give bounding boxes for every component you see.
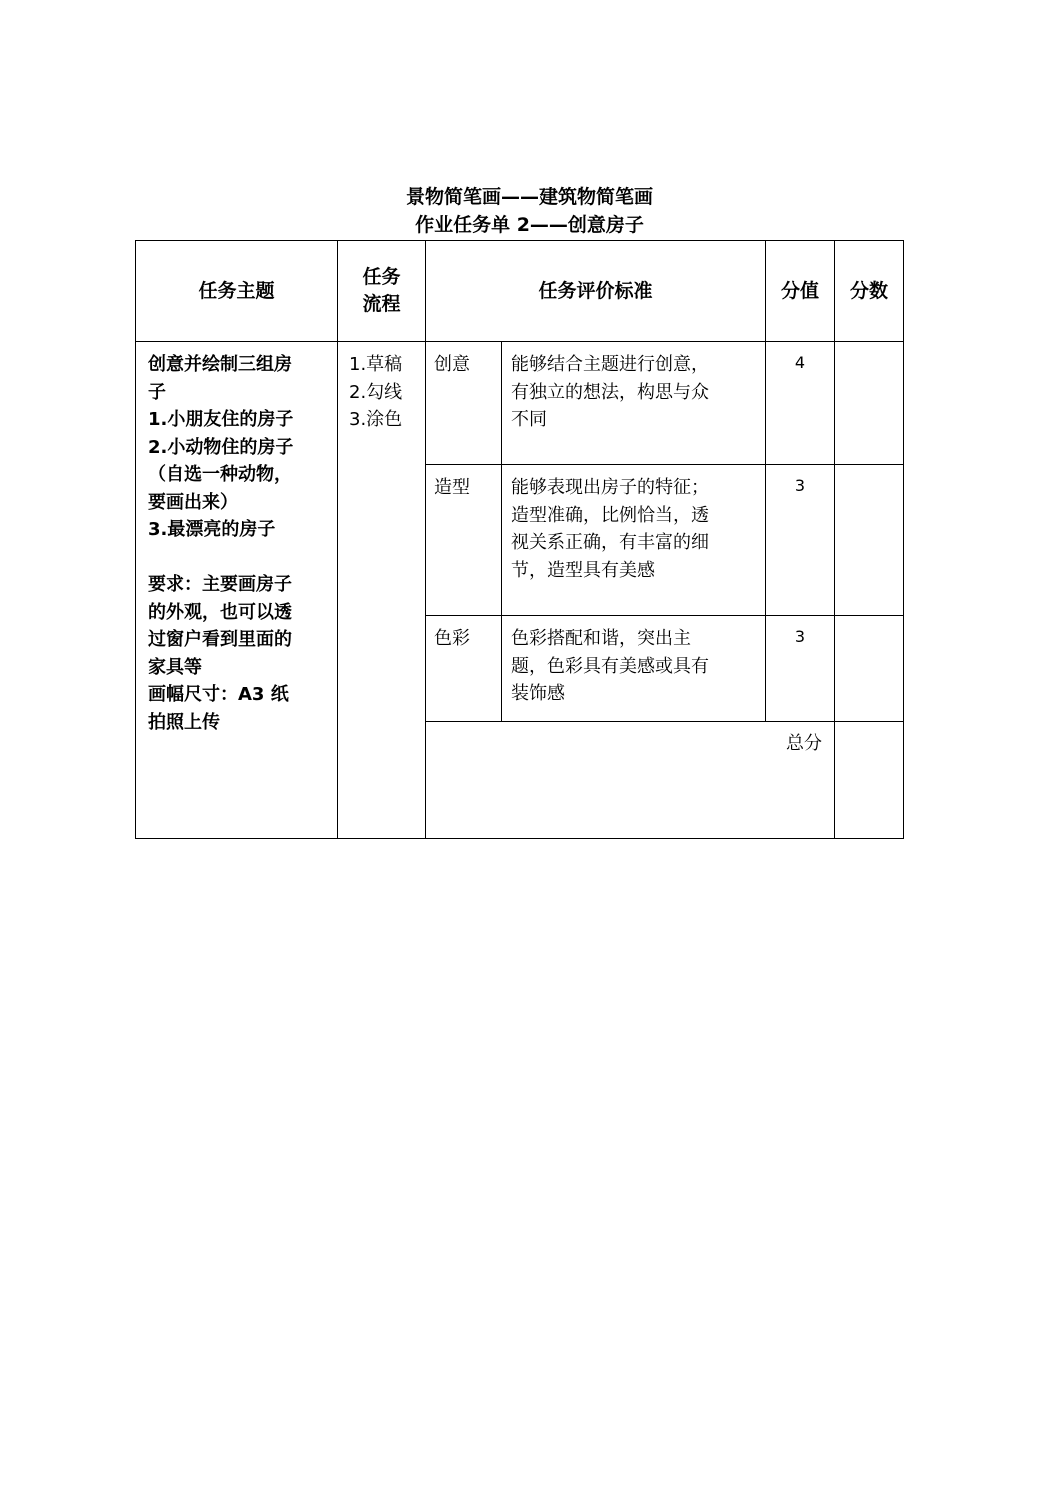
topic-line: 要画出来）	[148, 491, 238, 513]
topic-line: 画幅尺寸：A3 纸	[148, 684, 289, 705]
header-score: 分数	[835, 241, 904, 342]
criterion-desc-line: 造型准确，比例恰当，透	[511, 504, 709, 526]
total-score	[835, 722, 904, 839]
task-topic-cell	[136, 342, 338, 839]
header-process-line1: 任务	[362, 266, 401, 288]
criterion-score	[835, 465, 904, 616]
criterion-desc-line: 不同	[511, 409, 547, 430]
header-topic: 任务主题	[136, 241, 338, 342]
header-process	[338, 241, 426, 342]
topic-line: 家具等	[148, 656, 202, 678]
process-step: 1.草稿	[349, 354, 403, 375]
criterion-desc-line: 有独立的想法，构思与众	[511, 381, 709, 403]
criterion-description	[502, 465, 766, 616]
document-subtitle: 作业任务单 2——创意房子	[415, 214, 644, 236]
total-label: 总分	[426, 722, 835, 839]
criterion-name: 造型	[426, 465, 502, 616]
criterion-points: 3	[766, 616, 835, 722]
topic-line: 1.小朋友住的房子	[148, 409, 294, 430]
criterion-desc-line: 装饰感	[511, 683, 565, 704]
criterion-description	[502, 616, 766, 722]
criterion-points: 4	[766, 342, 835, 465]
topic-line: 要求：主要画房子	[148, 574, 292, 595]
topic-line: 创意并绘制三组房	[148, 354, 292, 375]
criterion-row	[136, 342, 904, 465]
topic-line: 2.小动物住的房子	[148, 436, 294, 458]
topic-line: 过窗户看到里面的	[148, 629, 292, 650]
topic-line: （自选一种动物，	[148, 464, 292, 485]
task-table	[135, 240, 904, 839]
criterion-points: 3	[766, 465, 835, 616]
criterion-desc-line: 视关系正确，有丰富的细	[511, 532, 709, 553]
topic-line: 的外观，也可以透	[148, 601, 292, 623]
header-criteria: 任务评价标准	[426, 241, 766, 342]
criterion-desc-line: 题，色彩具有美感或具有	[511, 655, 709, 677]
topic-line: 3.最漂亮的房子	[148, 519, 276, 540]
criterion-score	[835, 616, 904, 722]
criterion-desc-line: 能够结合主题进行创意，	[511, 354, 709, 375]
criterion-desc-line: 节，造型具有美感	[511, 559, 655, 581]
criterion-desc-line: 色彩搭配和谐，突出主	[511, 628, 691, 649]
process-step: 2.勾线	[349, 381, 403, 403]
criterion-score	[835, 342, 904, 465]
topic-line: 拍照上传	[148, 711, 220, 733]
topic-line: 子	[148, 381, 166, 403]
criterion-description	[502, 342, 766, 465]
criterion-desc-line: 能够表现出房子的特征；	[511, 477, 709, 498]
criterion-name: 色彩	[426, 616, 502, 722]
header-points: 分值	[766, 241, 835, 342]
criterion-name: 创意	[426, 342, 502, 465]
topic-spacer	[148, 544, 327, 572]
header-process-line2: 流程	[362, 293, 401, 315]
task-process-cell	[338, 342, 426, 839]
process-step: 3.涂色	[349, 409, 403, 430]
document-title: 景物简笔画——建筑物简笔画	[405, 186, 653, 208]
header-row	[136, 241, 904, 342]
